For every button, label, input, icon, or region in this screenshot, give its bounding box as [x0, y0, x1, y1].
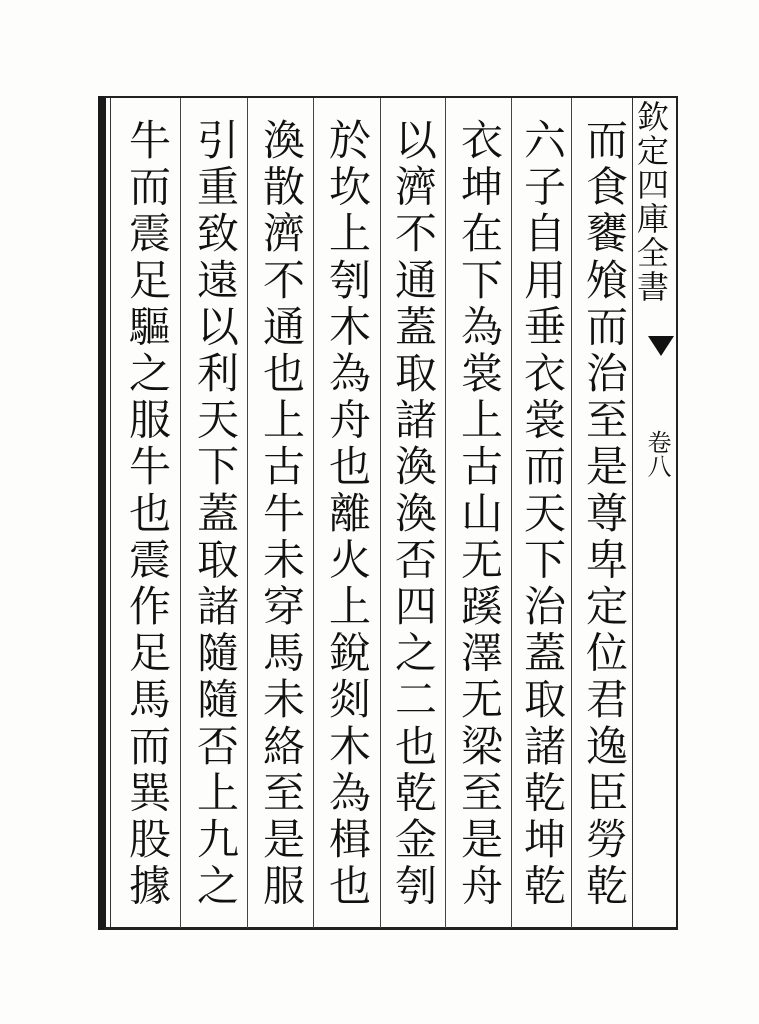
text-column-8: 牛而震足驅之服牛也震作足馬而巽股據 — [123, 118, 172, 911]
text-column-7: 引重致遠以利天下蓋取諸隨隨否上九之 — [191, 118, 240, 911]
column-divider — [380, 98, 381, 928]
text-column-4: 以濟不通蓋取諸渙渙否四之二也乾金刳 — [389, 118, 438, 911]
column-divider — [313, 98, 314, 928]
fishtail-mark-icon — [648, 336, 674, 356]
book-title: 欽定四庫全書 — [632, 100, 670, 304]
column-divider — [247, 98, 248, 928]
text-column-6: 渙散濟不通也上古牛未穿馬未絡至是服 — [257, 118, 306, 911]
text-column-5: 於坎上刳木為舟也離火上銳剡木為楫也 — [323, 118, 372, 911]
text-column-1: 而食饔飧而治至是尊卑定位君逸臣勞乾 — [580, 118, 629, 911]
text-column-2: 六子自用垂衣裳而天下治蓋取諸乾坤乾 — [518, 118, 567, 911]
chapter-label: 卷八 — [643, 430, 671, 478]
text-column-3: 衣坤在下為裳上古山无蹊澤无梁至是舟 — [455, 118, 504, 911]
column-divider — [180, 98, 181, 928]
column-divider — [571, 98, 572, 928]
column-divider — [445, 98, 446, 928]
column-divider — [511, 98, 512, 928]
